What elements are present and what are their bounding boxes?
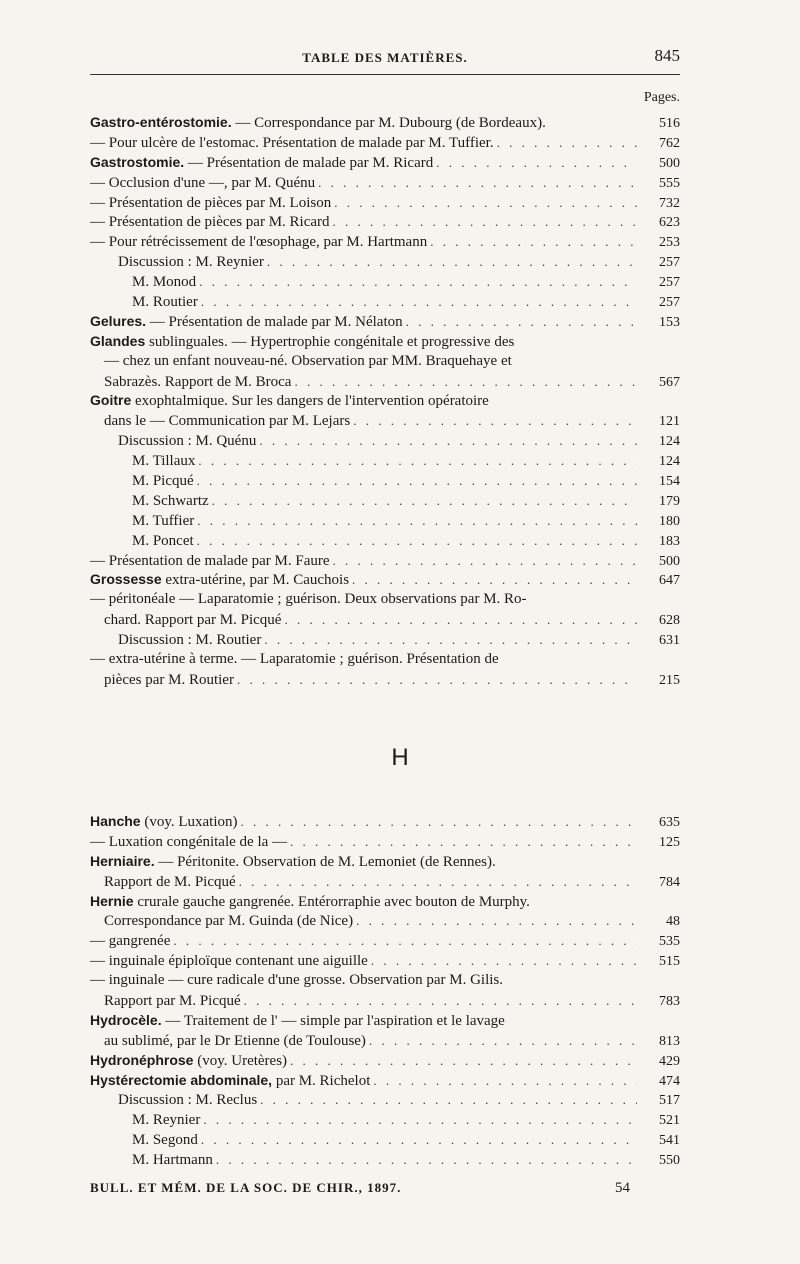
entry-text: Discussion : M. Reclus xyxy=(118,1092,258,1109)
index-entry xyxy=(90,971,680,991)
entry-label xyxy=(90,194,331,213)
index-entry xyxy=(90,551,680,571)
page-ref: 521 xyxy=(659,1113,680,1129)
page-ref: 48 xyxy=(666,914,680,930)
index-entry xyxy=(90,411,680,431)
entry-label xyxy=(90,174,315,193)
dot-leader xyxy=(197,471,637,491)
entry-text: — Occlusion d'une —, par M. Quénu xyxy=(90,174,316,191)
index-entry xyxy=(90,113,680,133)
entry-text: dans le — Communication par M. Lejars xyxy=(104,413,351,430)
entry-text: — inguinale épiploïque contenant une aiguille xyxy=(90,953,368,970)
dot-leader xyxy=(318,173,637,193)
entry-text: M. Hartmann xyxy=(132,1152,213,1169)
dot-leader xyxy=(333,551,637,571)
dot-leader xyxy=(294,372,637,392)
index-entry xyxy=(90,812,680,832)
entry-label xyxy=(90,651,499,667)
page-ref: 550 xyxy=(659,1153,680,1169)
entry-label xyxy=(90,233,427,252)
entry-text: — Présentation de malade par M. Ricard xyxy=(184,154,434,171)
page-ref: 183 xyxy=(659,533,680,549)
page-ref: 180 xyxy=(659,513,680,529)
entry-text: Sabrazès. Rapport de M. Broca xyxy=(104,373,292,390)
page-ref: 783 xyxy=(659,994,680,1010)
entry-text: — Pour rétrécissement de l'œsophage, par M. Hartmann xyxy=(90,234,428,251)
entry-text: M. Routier xyxy=(132,294,198,311)
entry-label xyxy=(90,1091,257,1110)
page-ref: 515 xyxy=(659,954,680,970)
entry-label xyxy=(90,393,489,409)
entry-headword: Goitre xyxy=(90,392,132,409)
page-ref: 429 xyxy=(659,1053,680,1069)
footer-text: BULL. ET MÉM. DE LA SOC. DE CHIR., 1897. xyxy=(90,1180,402,1195)
index-entry xyxy=(90,1150,680,1170)
dot-leader xyxy=(290,1051,637,1071)
page-ref: 500 xyxy=(659,155,680,171)
dot-leader xyxy=(267,252,637,272)
entry-headword: Gastrostomie. xyxy=(90,153,185,170)
entry-text: M. Reynier xyxy=(132,1112,201,1129)
page-ref: 215 xyxy=(659,672,680,688)
page-ref: 474 xyxy=(659,1073,680,1089)
page-ref: 517 xyxy=(659,1093,680,1109)
entry-text: M. Tillaux xyxy=(132,453,196,470)
page-ref: 635 xyxy=(659,815,680,830)
entry-text: — Présentation de malade par M. Nélaton xyxy=(146,313,403,330)
dot-leader xyxy=(290,832,637,852)
dot-leader xyxy=(284,610,637,630)
dot-leader xyxy=(173,931,637,951)
page-ref: 257 xyxy=(659,255,680,271)
entry-text: exophtalmique. Sur les dangers de l'intervention opératoire xyxy=(131,393,489,410)
entry-label xyxy=(90,452,195,471)
entry-label xyxy=(90,1151,213,1170)
entry-label xyxy=(90,833,287,852)
dot-leader xyxy=(216,1150,637,1170)
entry-text: Correspondance par M. Guinda (de Nice) xyxy=(104,913,354,930)
dot-leader xyxy=(199,272,637,292)
index-entry xyxy=(90,610,680,630)
entry-text: au sublimé, par le Dr Etienne (de Toulouse) xyxy=(104,1032,366,1049)
page-ref: 257 xyxy=(659,275,680,291)
dot-leader xyxy=(203,1110,637,1130)
entry-text: crurale gauche gangrenée. Entérorraphie avec bouton de Murphy. xyxy=(133,893,530,910)
index-entry xyxy=(90,471,680,491)
page-ref: 555 xyxy=(659,175,680,191)
entry-label xyxy=(90,293,198,312)
entry-headword: Grossesse xyxy=(90,571,162,588)
index-section-h xyxy=(90,812,680,1170)
dot-leader xyxy=(201,1130,637,1150)
entry-label xyxy=(90,912,353,931)
dot-leader xyxy=(334,193,637,213)
entry-text: (voy. Luxation) xyxy=(140,814,238,830)
page-ref: 813 xyxy=(659,1033,680,1049)
index-entry xyxy=(90,872,680,892)
entry-text: — chez un enfant nouveau-né. Observation par MM. Braquehaye et xyxy=(104,352,512,369)
entry-text: M. Poncet xyxy=(132,532,194,549)
entry-text: — Luxation congénitale de la — xyxy=(90,833,288,850)
dot-leader xyxy=(353,411,637,431)
entry-label xyxy=(90,512,194,531)
entry-label xyxy=(90,213,330,232)
index-entry xyxy=(90,133,680,153)
entry-label xyxy=(90,873,236,892)
index-entry xyxy=(90,352,680,372)
entry-headword: Glandes xyxy=(90,332,146,349)
entry-label xyxy=(90,972,503,988)
entry-headword: Hernie xyxy=(90,892,134,909)
entry-text: — Pour ulcère de l'estomac. Présentation de malade par M. Tuffier. xyxy=(90,134,494,151)
index-entry xyxy=(90,431,680,451)
entry-text: (voy. Uretères) xyxy=(193,1052,288,1069)
dot-leader xyxy=(259,431,637,451)
index-entry xyxy=(90,991,680,1011)
index-entry xyxy=(90,911,680,931)
entry-text: Discussion : M. Reynier xyxy=(118,254,264,271)
entry-label xyxy=(90,631,261,650)
index-entry xyxy=(90,391,680,411)
dot-leader xyxy=(436,153,637,173)
dot-leader xyxy=(197,531,637,551)
entry-label xyxy=(90,353,512,369)
entry-label xyxy=(90,472,194,491)
index-entry xyxy=(90,570,680,590)
index-entry xyxy=(90,173,680,193)
entry-text: M. Monod xyxy=(132,274,197,291)
page-ref: 535 xyxy=(659,934,680,950)
page-ref: 179 xyxy=(659,493,680,509)
dot-leader xyxy=(352,570,637,590)
entry-text: extra-utérine, par M. Cauchois xyxy=(161,572,350,589)
entry-text: — Traitement de l' — simple par l'aspiration et le lavage xyxy=(161,1012,505,1029)
entry-label xyxy=(90,932,170,951)
dot-leader xyxy=(237,670,637,690)
index-entry xyxy=(90,1090,680,1110)
index-entry xyxy=(90,1051,680,1071)
index-entry xyxy=(90,892,680,912)
page-header xyxy=(90,44,680,72)
page-ref: 784 xyxy=(659,874,680,890)
index-entry xyxy=(90,252,680,272)
index-entry xyxy=(90,272,680,292)
entry-label xyxy=(90,1051,287,1071)
page-ref: 153 xyxy=(659,314,680,330)
index-entry xyxy=(90,531,680,551)
running-title: TABLE DES MATIÈRES. xyxy=(302,50,468,65)
dot-leader xyxy=(201,292,637,312)
entry-text: M. Segond xyxy=(132,1132,198,1149)
entry-label xyxy=(90,992,241,1011)
entry-headword: Gastro-entérostomie. xyxy=(90,114,232,130)
dot-leader xyxy=(430,232,637,252)
entry-label xyxy=(90,492,209,511)
entry-text: Discussion : M. Quénu xyxy=(118,433,257,450)
entry-text: — Correspondance par M. Dubourg (de Bordeaux). xyxy=(231,115,546,131)
index-entry xyxy=(90,590,680,610)
index-entry xyxy=(90,511,680,531)
index-entry xyxy=(90,491,680,511)
page-ref: 647 xyxy=(659,573,680,589)
entry-label xyxy=(90,1032,366,1051)
entry-label xyxy=(90,273,196,292)
index-entry xyxy=(90,1011,680,1031)
dot-leader xyxy=(356,911,637,931)
index-entry xyxy=(90,193,680,213)
page-ref: 500 xyxy=(659,553,680,569)
dot-leader xyxy=(406,312,637,332)
entry-headword: Hydrocèle. xyxy=(90,1011,162,1028)
entry-text: par M. Richelot xyxy=(272,1072,371,1089)
entry-text: pièces par M. Routier xyxy=(104,671,234,688)
index-entry xyxy=(90,852,680,872)
page-ref: 253 xyxy=(659,235,680,251)
entry-text: — gangrenée xyxy=(90,933,171,950)
page-ref: 623 xyxy=(659,215,680,231)
entry-label xyxy=(90,312,403,332)
entry-text: — péritonéale — Laparatomie ; guérison. Deux observations par M. Ro- xyxy=(90,591,527,608)
page-ref: 762 xyxy=(659,135,680,151)
dot-leader xyxy=(260,1090,637,1110)
index-entry xyxy=(90,451,680,471)
index-entry xyxy=(90,372,680,392)
index-entry xyxy=(90,931,680,951)
header-rule xyxy=(90,74,680,75)
entry-label xyxy=(90,153,433,173)
index-entry xyxy=(90,332,680,352)
entry-label xyxy=(90,134,494,153)
page-number: 845 xyxy=(654,46,680,65)
entry-text: Rapport par M. Picqué xyxy=(104,993,241,1010)
entry-label xyxy=(90,570,349,590)
entry-label xyxy=(90,671,234,690)
entry-text: M. Schwartz xyxy=(132,492,209,509)
index-entry xyxy=(90,292,680,312)
index-entry xyxy=(90,1071,680,1091)
page-ref: 125 xyxy=(659,834,680,850)
page-ref: 567 xyxy=(659,374,680,390)
entry-label xyxy=(90,334,514,350)
index-entry xyxy=(90,951,680,971)
signature-mark: 54 xyxy=(615,1180,630,1196)
section-letter: H xyxy=(391,744,409,771)
index-entry xyxy=(90,832,680,852)
dot-leader xyxy=(197,511,637,531)
entry-headword: Hanche xyxy=(90,813,141,829)
entry-label xyxy=(90,412,350,431)
index-entry xyxy=(90,232,680,252)
entry-text: — extra-utérine à terme. — Laparatomie ; guérison. Présentation de xyxy=(90,651,499,668)
index-entry xyxy=(90,1031,680,1051)
entry-label xyxy=(90,1131,198,1150)
entry-label xyxy=(90,552,330,571)
index-section-g xyxy=(90,113,680,690)
entry-headword: Hydronéphrose xyxy=(90,1051,194,1068)
index-entry xyxy=(90,1110,680,1130)
entry-label xyxy=(90,952,368,971)
page-ref: 541 xyxy=(659,1133,680,1149)
page-footer xyxy=(90,1180,680,1196)
entry-headword: Herniaire. xyxy=(90,852,155,869)
index-entry xyxy=(90,1130,680,1150)
entry-label xyxy=(90,432,256,451)
entry-text: — Présentation de pièces par M. Loison xyxy=(90,194,332,211)
dot-leader xyxy=(241,812,638,832)
page-ref: 631 xyxy=(659,633,680,649)
entry-text: — Péritonite. Observation de M. Lemoniet (de Rennes). xyxy=(154,853,496,870)
dot-leader xyxy=(497,133,637,153)
dot-leader xyxy=(333,212,637,232)
entry-headword: Hystérectomie abdominale, xyxy=(90,1071,273,1088)
page-ref: 121 xyxy=(659,414,680,430)
entry-text: — inguinale — cure radicale d'une grosse. Observation par M. Gilis. xyxy=(90,972,504,989)
dot-leader xyxy=(244,991,637,1011)
dot-leader xyxy=(373,1071,637,1091)
entry-label xyxy=(90,113,546,133)
page-ref: 628 xyxy=(659,613,680,629)
entry-label xyxy=(90,1111,200,1130)
pages-column-label: Pages. xyxy=(643,90,680,105)
dot-leader xyxy=(198,451,637,471)
entry-label xyxy=(90,591,527,607)
page-ref: 516 xyxy=(659,116,680,131)
entry-label xyxy=(90,894,530,910)
entry-label xyxy=(90,1013,505,1029)
entry-label xyxy=(90,373,291,392)
entry-label xyxy=(90,854,496,870)
index-entry xyxy=(90,212,680,232)
entry-label xyxy=(90,611,281,630)
dot-leader xyxy=(371,951,637,971)
entry-text: Rapport de M. Picqué xyxy=(104,873,236,890)
entry-text: sublinguales. — Hypertrophie congénitale et progressive des xyxy=(145,333,515,350)
index-entry xyxy=(90,312,680,332)
entry-text: Discussion : M. Routier xyxy=(118,632,262,649)
entry-label xyxy=(90,253,264,272)
index-entry xyxy=(90,650,680,670)
entry-text: chard. Rapport par M. Picqué xyxy=(104,612,282,629)
entry-headword: Gelures. xyxy=(90,312,147,329)
page-ref: 732 xyxy=(659,195,680,211)
dot-leader xyxy=(369,1031,637,1051)
page-ref: 124 xyxy=(659,434,680,450)
entry-text: — Présentation de malade par M. Faure xyxy=(90,552,330,569)
entry-text: M. Picqué xyxy=(132,473,194,490)
page-ref: 257 xyxy=(659,295,680,311)
entry-label xyxy=(90,532,194,551)
page-ref: 124 xyxy=(659,454,680,470)
entry-text: M. Tuffier xyxy=(132,512,195,529)
index-entry xyxy=(90,153,680,173)
index-entry xyxy=(90,670,680,690)
entry-text: — Présentation de pièces par M. Ricard xyxy=(90,214,330,231)
dot-leader xyxy=(212,491,637,511)
page-ref: 154 xyxy=(659,474,680,490)
index-entry xyxy=(90,630,680,650)
dot-leader xyxy=(264,630,637,650)
entry-label xyxy=(90,812,238,832)
entry-label xyxy=(90,1071,370,1091)
dot-leader xyxy=(239,872,637,892)
